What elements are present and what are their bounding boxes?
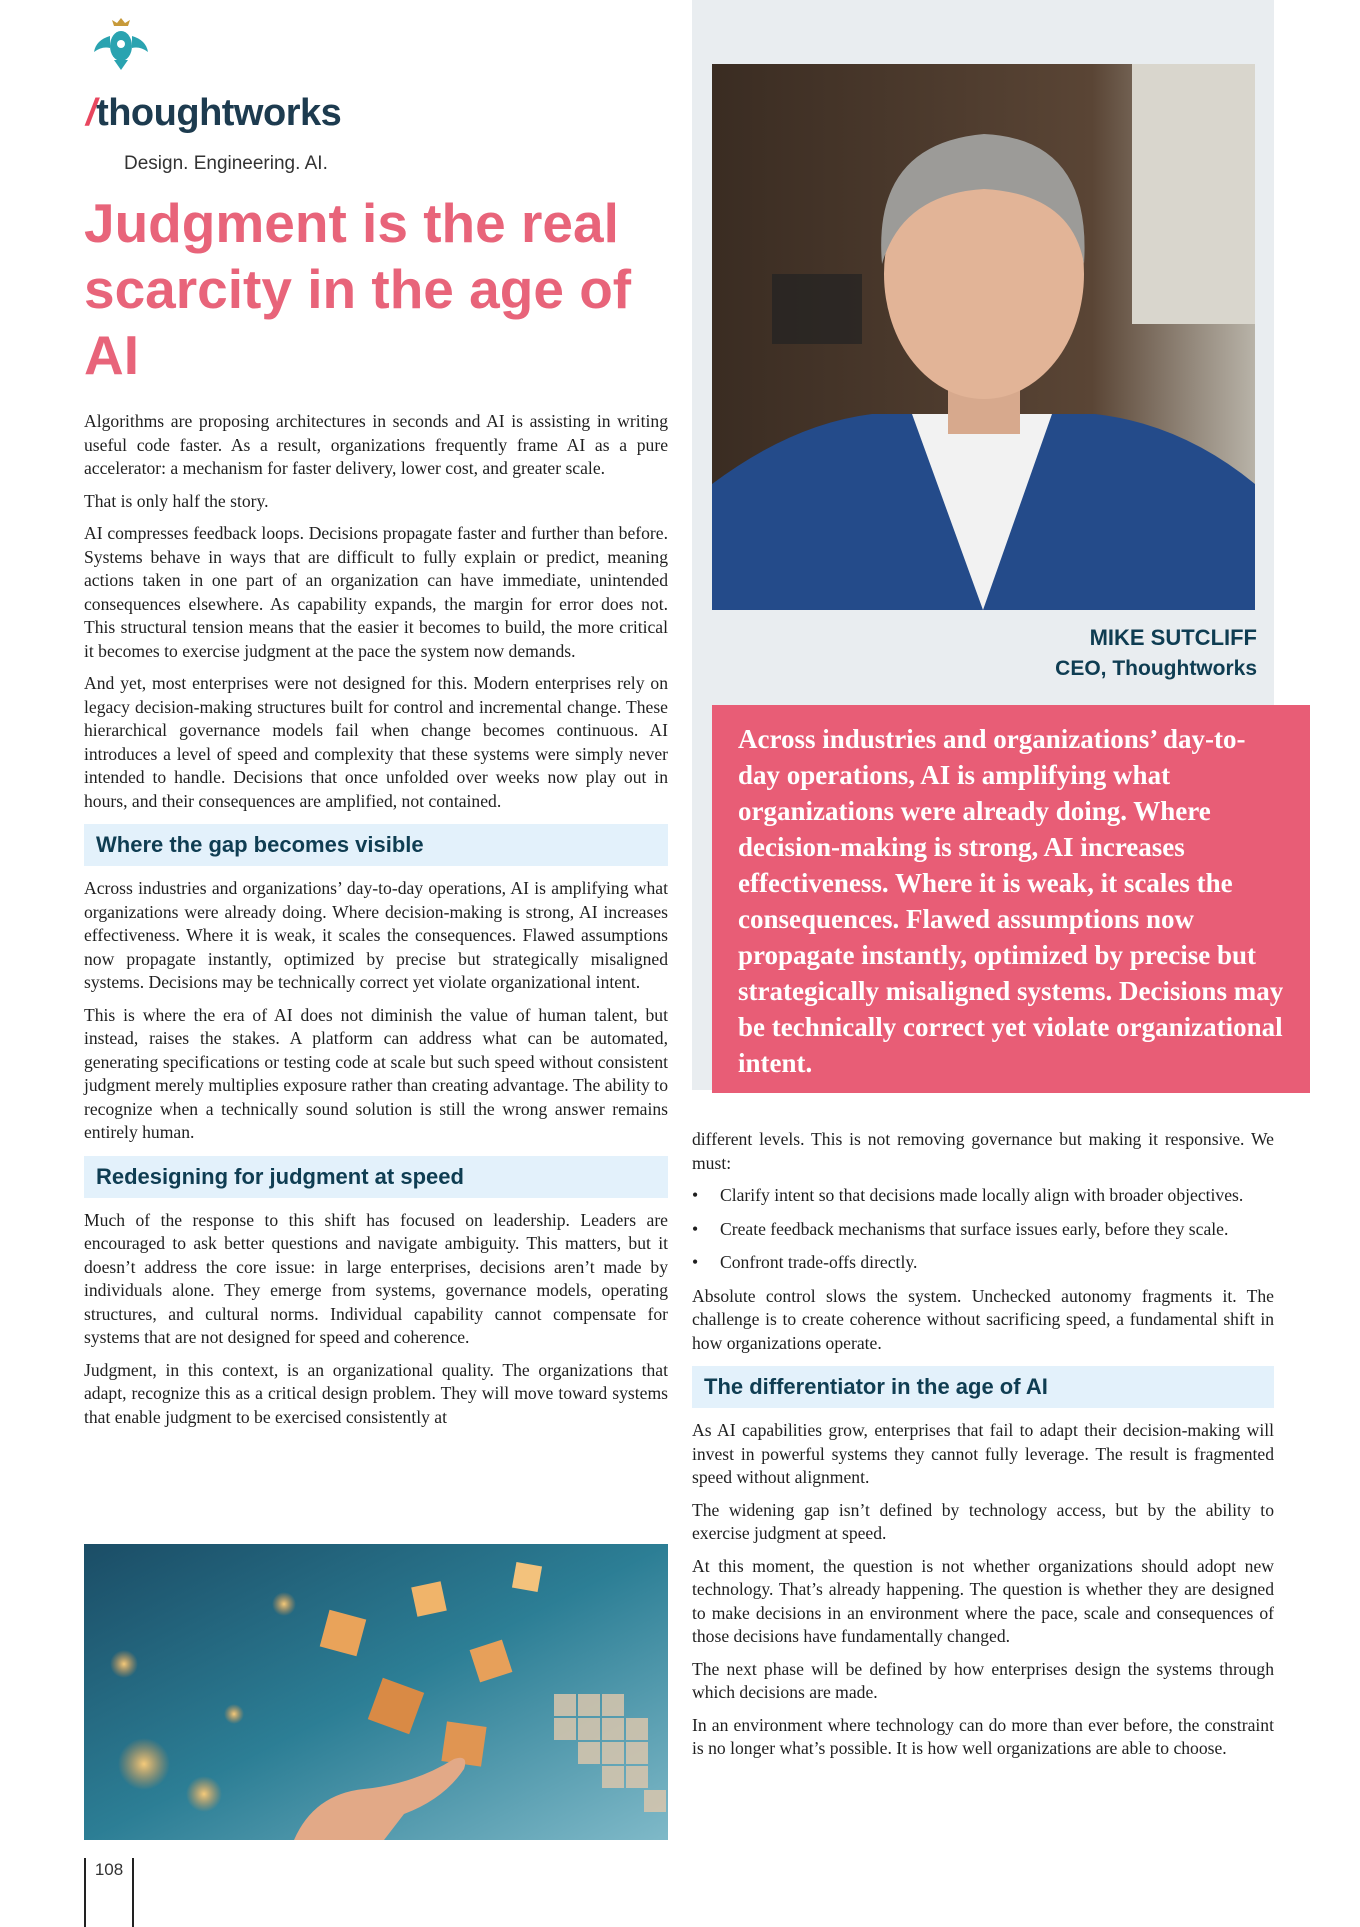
portrait-caption: [700, 625, 1257, 681]
right-column: [692, 1128, 1274, 1770]
portrait-photo: [712, 64, 1255, 610]
paragraph: The next phase will be defined by how enterprises design the systems through which decisions are made.: [692, 1658, 1274, 1702]
paragraph: The widening gap isn’t defined by technology access, but by the ability to exercise judgment at speed.: [692, 1499, 1274, 1543]
paragraph: Across industries and organizations’ day-to-day operations, AI is amplifying what organizations were already doing. Where decision-making is strong, AI increases effectiveness. Where it is weak, it scales the consequences. Flawed assumptions now propagate instantly, optimized by precise but strategically misaligned systems. Decisions may be technically correct yet violate organizational intent.: [84, 878, 668, 992]
thoughtworks-logo: [86, 92, 341, 135]
paragraph: Judgment, in this context, is an organizational quality. The organizations that adapt, recognize this as a critical design problem. They will move toward systems that enable judgment to be exercised consistently at: [84, 1359, 668, 1427]
list-item: • Confront trade-offs directly.: [692, 1251, 1274, 1275]
ai-cubes-illustration: [84, 1544, 668, 1840]
paragraph: That is only half the story.: [84, 490, 269, 511]
tagline: Design. Engineering. AI.: [124, 153, 328, 174]
paragraph: This is where the era of AI does not diminish the value of human talent, but instead, raises the stakes. A platform can address what can be automated, generating specifications or testing code at scale but such speed without consistent judgment merely multiplies exposure rather than creating advantage. The ability to recognize when a technically sound solution is still the wrong answer remains entirely human.: [84, 1004, 668, 1142]
paragraph: different levels. This is not removing governance but making it responsive. We must:: [692, 1129, 1274, 1173]
paragraph: In an environment where technology can do more than ever before, the constraint is no longer what’s possible. It is how well organizations are able to choose.: [692, 1714, 1274, 1758]
logo-wordmark: thoughtworks: [96, 92, 342, 134]
paragraph: Much of the response to this shift has focused on leadership. Leaders are encouraged to ask better questions and navigate ambiguity. This matters, but it doesn’t address the core issue: in large enterprises, decisions aren’t made by individuals alone. They emerge from systems, governance models, operating structures, and cultural norms. Individual capability cannot compensate for systems that are not designed for speed and coherence.: [84, 1209, 668, 1347]
paragraph: Algorithms are proposing architectures in seconds and AI is assisting in writing useful code faster. As a result, organizations frequently frame AI as a pure accelerator: a mechanism for faster delivery, lower cost, and greater scale.: [84, 411, 668, 478]
left-column: [84, 410, 668, 1438]
bullet-list: [692, 1184, 1274, 1275]
section-heading: The differentiator in the age of AI: [692, 1366, 1274, 1408]
person-name: MIKE SUTCLIFF: [1089, 625, 1257, 650]
pull-quote: Across industries and organizations’ day-to-day operations, AI is amplifying what organizations were already doing. Where decision-making is strong, AI increases effectiveness. Where it is weak, it scales the consequences. Flawed assumptions now propagate instantly, optimized by precise but strategically misaligned systems. Decisions may be technically correct yet violate organizational intent.: [712, 705, 1310, 1093]
paragraph: At this moment, the question is not whether organizations should adopt new technology. That’s already happening. The question is whether they are designed to make decisions in an environment where the pace, scale and consequences of those decisions have fundamentally changed.: [692, 1555, 1274, 1646]
list-item: • Create feedback mechanisms that surface issues early, before they scale.: [692, 1218, 1274, 1242]
list-item: • Clarify intent so that decisions made locally align with broader objectives.: [692, 1184, 1274, 1208]
paragraph: Absolute control slows the system. Unchecked autonomy fragments it. The challenge is to create coherence without sacrificing speed, a fundamental shift in how organizations operate.: [692, 1285, 1274, 1353]
logo-slash: /: [86, 92, 97, 134]
paragraph: As AI capabilities grow, enterprises that fail to adapt their decision-making will invest in powerful systems they cannot fully leverage. The result is fragmented speed without alignment.: [692, 1420, 1274, 1487]
headline: Judgment is the real scarcity in the age of AI: [84, 192, 632, 386]
paragraph: And yet, most enterprises were not designed for this. Modern enterprises rely on legacy decision-making structures built for control and incremental change. These hierarchical governance models fail when change becomes continuous. AI introduces a level of speed and complexity that these systems were simply never intended to handle. Decisions that once unfolded over weeks now play out in hours, and their consequences are amplified, not contained.: [84, 673, 668, 811]
emblem-icon: [90, 16, 152, 74]
person-title: CEO, Thoughtworks: [1055, 657, 1257, 680]
section-heading: Where the gap becomes visible: [84, 824, 668, 866]
page-number: 108: [84, 1858, 134, 1927]
paragraph: AI compresses feedback loops. Decisions propagate faster and further than before. Systems behave in ways that are difficult to fully explain or predict, meaning actions taken in one part of an organization can have immediate, unintended consequences elsewhere. As capability expands, the margin for error does not. This structural tension means that the easier it becomes to build, the more critical it becomes to exercise judgment at the pace the system now demands.: [84, 523, 668, 661]
section-heading: Redesigning for judgment at speed: [84, 1156, 668, 1198]
